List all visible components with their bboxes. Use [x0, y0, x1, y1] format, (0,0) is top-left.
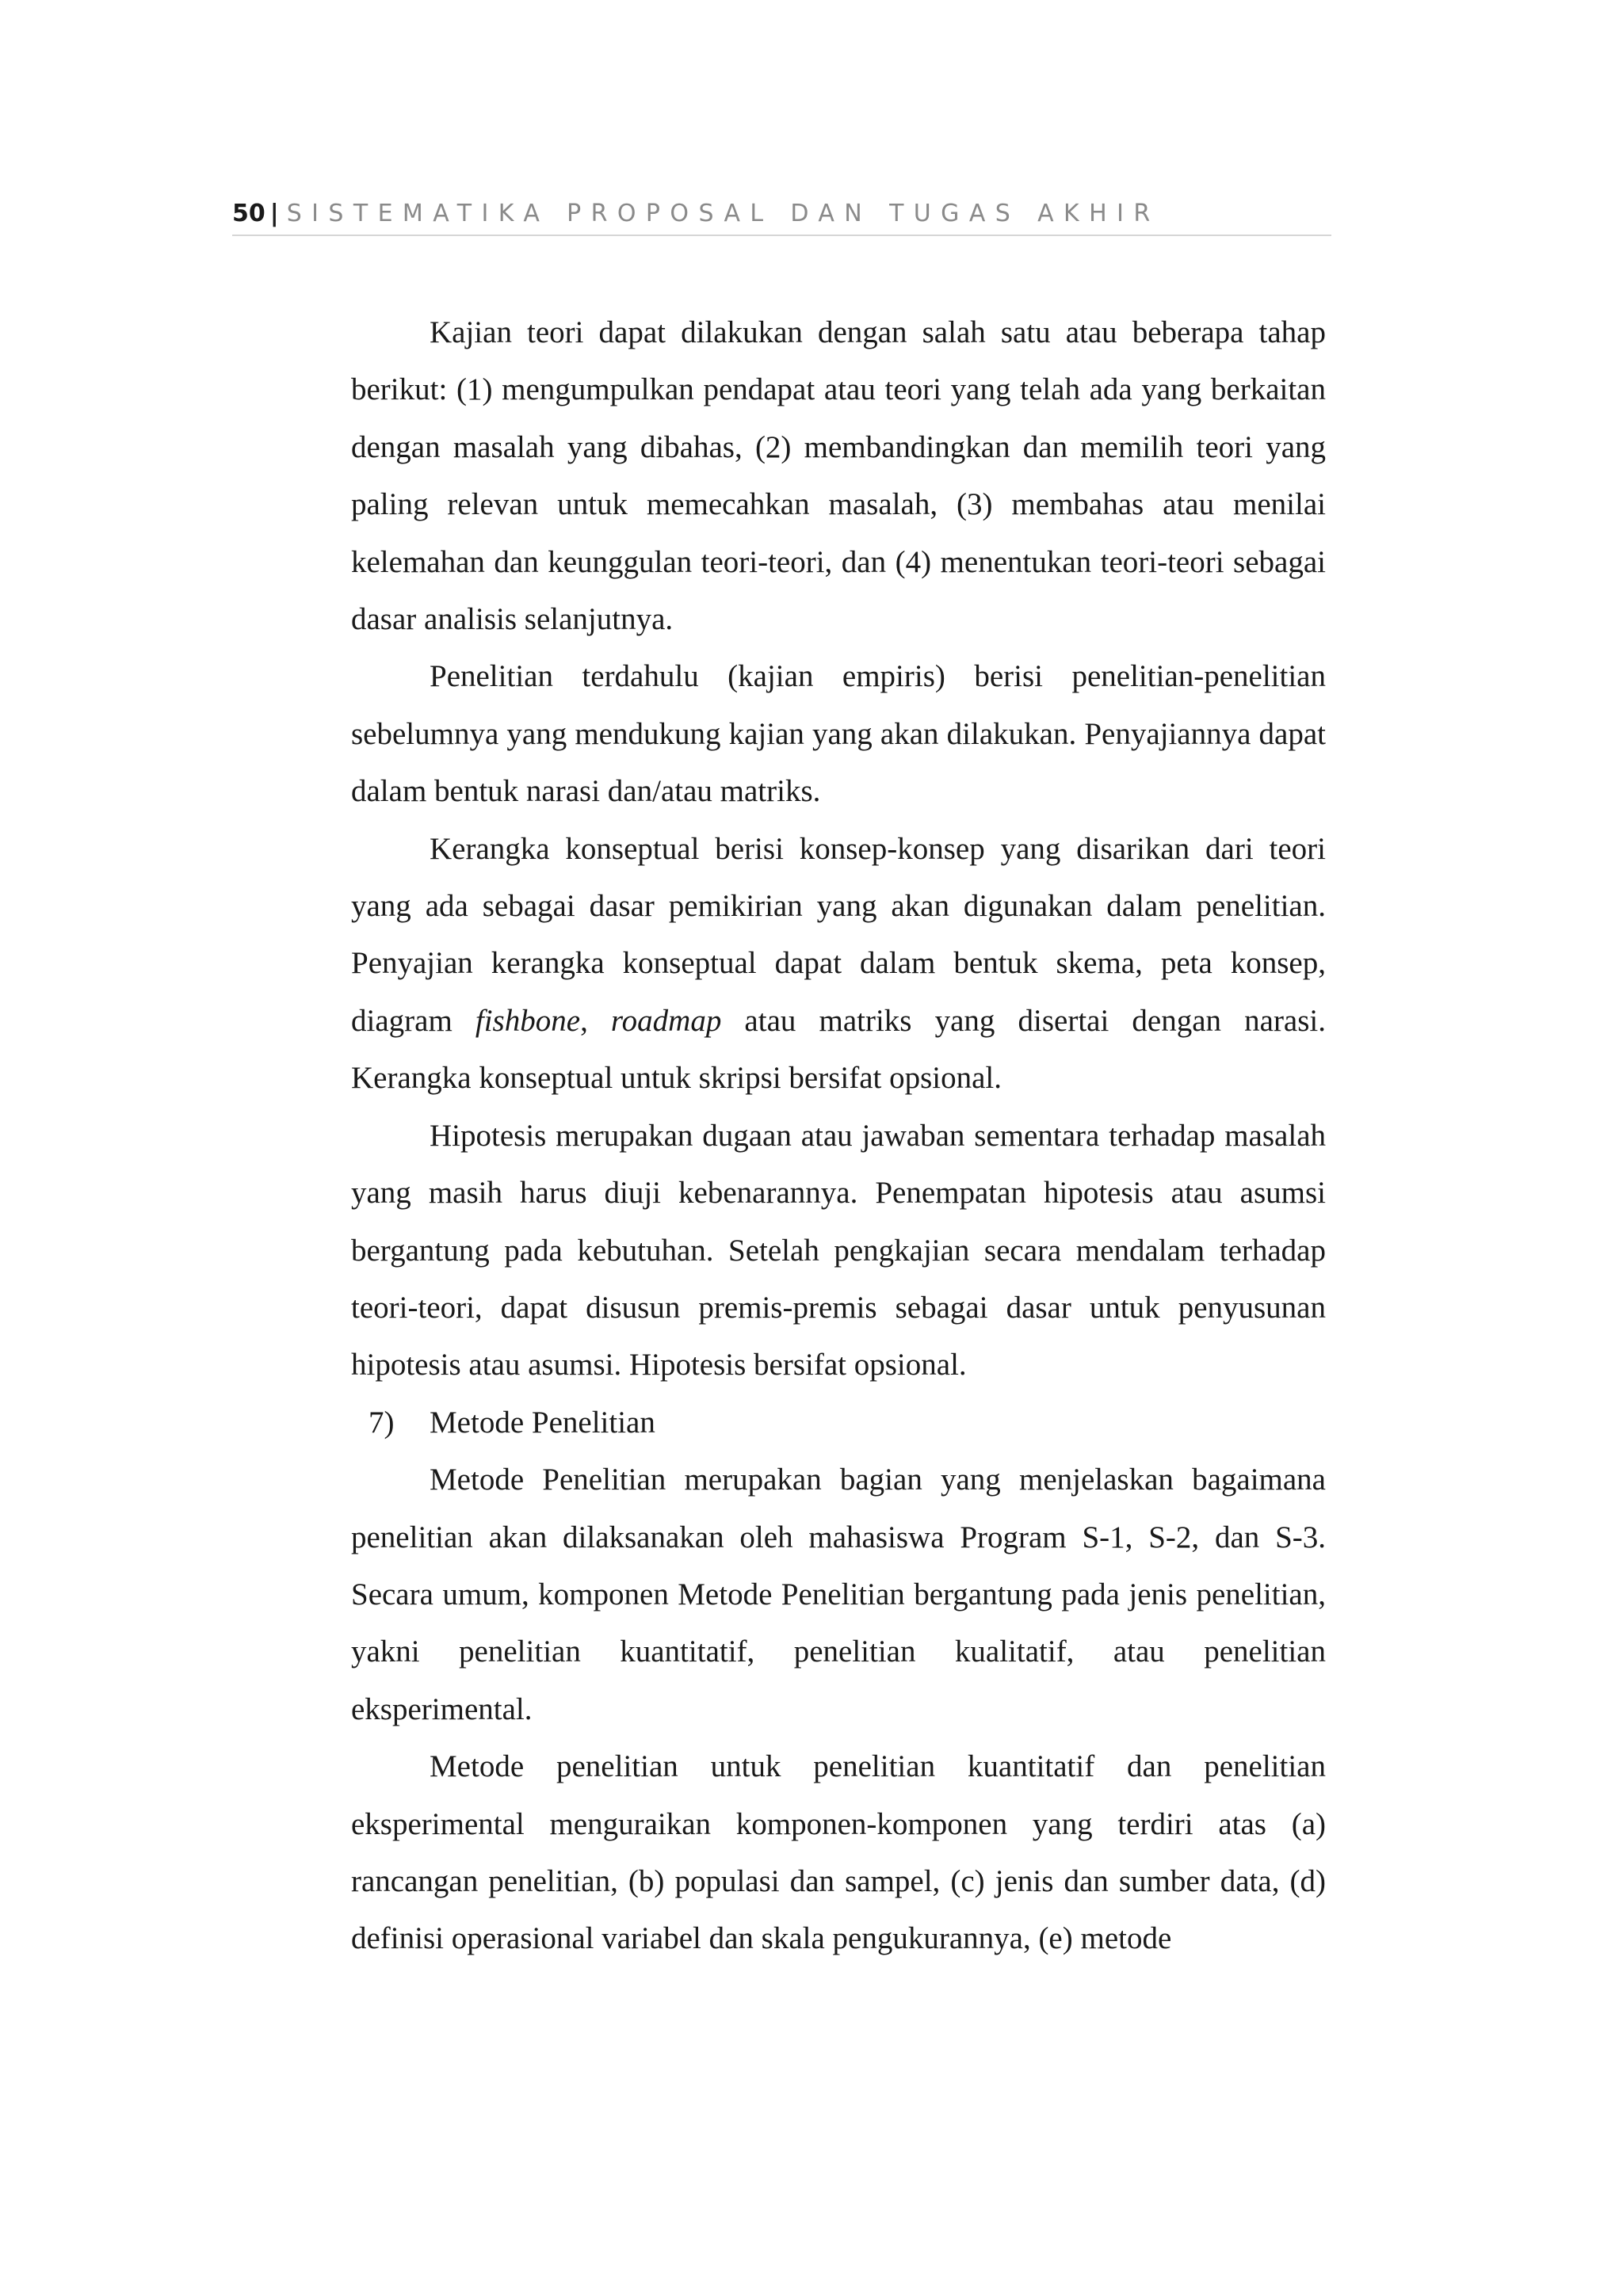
section-number: 7): [369, 1405, 395, 1440]
running-header: [232, 193, 1331, 236]
paragraph-penelitian-terdahulu: Penelitian terdahulu (kajian empiris) berisi penelitian-penelitian sebelumnya yang mendukung kajian yang akan dilakukan. Penyajiannya dapat dalam bentuk narasi dan/atau matriks.: [351, 659, 1326, 809]
body-text: [351, 304, 1326, 1968]
kerangka-text-3: atau matriks yang disertai dengan narasi. Kerangka konseptual untuk skripsi bersifat opsional.: [351, 1003, 1327, 1096]
paragraph-metode-2: Metode penelitian untuk penelitian kuantitatif dan penelitian eksperimental menguraikan komponen-komponen yang terdiri atas (a) rancangan penelitian, (b) populasi dan sampel, (c) jenis dan sumber data, (d) definisi operasional variabel dan skala pengukurannya, (e) metode: [351, 1749, 1326, 1956]
kerangka-text-1: Kerangka konseptual berisi konsep-konsep yang disarikan dari teori yang ada sebagai dasar pemikirian yang akan digunakan dalam penelitian. Penyajian kerangka konseptual dapat dalam bentuk skema, peta konsep, diagram: [351, 831, 1326, 1038]
term-fishbone: fishbone: [475, 1003, 581, 1038]
paragraph-kerangka-konseptual: [351, 821, 1326, 1108]
paragraph-kajian-teori: Kajian teori dapat dilakukan dengan salah satu atau beberapa tahap berikut: (1) mengumpulkan pendapat atau teori yang telah ada yang berkaitan dengan masalah yang dibahas, (2) membandingkan dan memilih teori yang paling relevan untuk memecahkan masalah, (3) membahas atau menilai kelemahan dan keunggulan teori-teori, dan (4) menentukan teori-teori sebagai dasar analisis selanjutnya.: [351, 315, 1326, 637]
header-separator: |: [269, 200, 279, 227]
paragraph-metode-1: Metode Penelitian merupakan bagian yang menjelaskan bagaimana penelitian akan dilaksanakan oleh mahasiswa Program S-1, S-2, dan S-3. Secara umum, komponen Metode Penelitian bergantung pada jenis penelitian, yakni penelitian kuantitatif, penelitian kualitatif, atau penelitian eksperimental.: [351, 1463, 1326, 1726]
paragraph-hipotesis: Hipotesis merupakan dugaan atau jawaban sementara terhadap masalah yang masih harus diuji kebenarannya. Penempatan hipotesis atau asumsi bergantung pada kebutuhan. Setelah pengkajian secara mendalam terhadap teori-teori, dapat disusun premis-premis sebagai dasar untuk penyusunan hipotesis atau asumsi. Hipotesis bersifat opsional.: [351, 1118, 1326, 1383]
book-title: SISTEMATIKA PROPOSAL DAN TUGAS AKHIR: [286, 200, 1160, 227]
page-number: 50: [232, 200, 265, 227]
section-heading-metode-penelitian: [351, 1394, 1326, 1451]
kerangka-text-2: ,: [580, 1003, 611, 1038]
section-title: Metode Penelitian: [430, 1405, 655, 1440]
term-roadmap: roadmap: [610, 1003, 722, 1038]
